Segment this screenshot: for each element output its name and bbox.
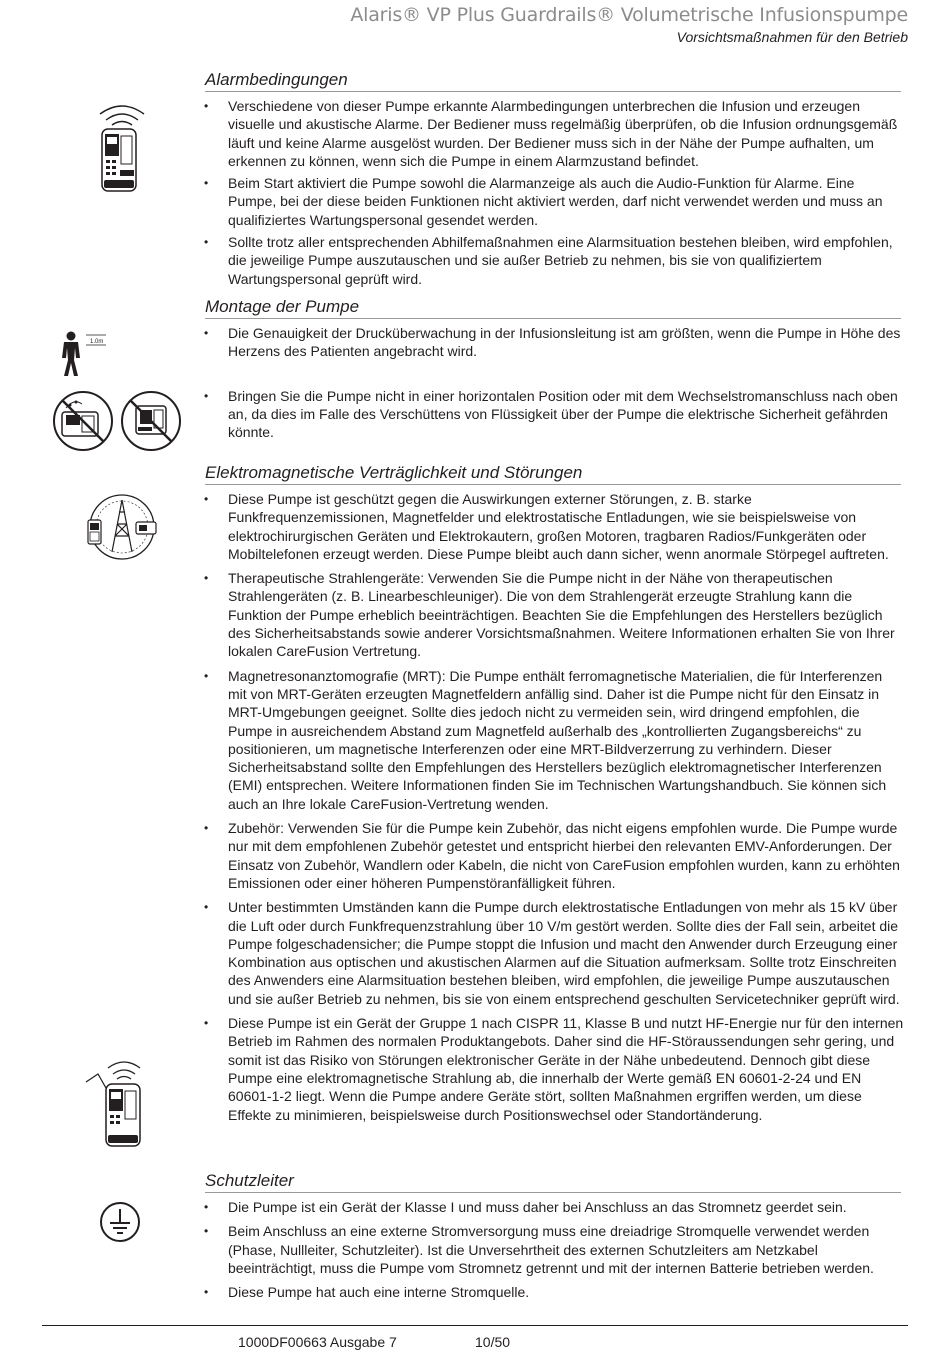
mount-bullet-2: • Bringen Sie die Pumpe nicht in einer horizontalen Position oder mit dem Wechselstromanschluss nach oben an, da dies im Falle des Verschüttens von Flüssigkeit über der Pumpe die elektrische Sicherheit gefährden könnte.: [204, 387, 904, 442]
emc-bullet-6: • Diese Pumpe ist ein Gerät der Gruppe 1 nach CISPR 11, Klasse B und nutzt HF-Energie nur für den internen Betrieb im Rahmen des normalen Produktangebots. Daher sind die HF-Störaussendungen sehr gering, und somit ist das Risiko von Störungen elektronischer Geräte in der Nähe unbedeutend. Dennoch gibt diese Pumpe eine elektromagnetische Strahlung ab, die innerhalb der Werte gemäß EN 60601-2-24 und EN 60601-1-2 liegt. Wenn die Pumpe andere Geräte stört, sollten Maßnahmen ergriffen werden, um diese Effekte zu minimieren, beispielsweise durch Positionswechsel oder Standortänderung.: [204, 1014, 904, 1124]
pump-emission-icon: [84, 1058, 164, 1150]
emc-bullet-list: [204, 490, 904, 1124]
ground-bullet-list: [204, 1198, 904, 1301]
document-subtitle: Vorsichtsmaßnahmen für den Betrieb: [676, 29, 908, 45]
ground-bullet-2: • Beim Anschluss an eine externe Stromversorgung muss eine dreiadrige Stromquelle verwendet werden (Phase, Nullleiter, Schutzleiter). Ist die Unversehrtheit des externen Schutzleiters am Netzkabel beeinträchtigt, muss die Pumpe vom Stromnetz getrennt und mit der internen Batterie betrieben werden.: [204, 1222, 904, 1277]
no-ac-up-icon: [122, 392, 180, 450]
ground-bullet-1: • Die Pumpe ist ein Gerät der Klasse I und muss daher bei Anschluss an das Stromnetz geerdet sein.: [204, 1198, 904, 1216]
footer-rule: [42, 1325, 908, 1326]
prohibited-orientation-icons: [52, 390, 182, 452]
section-title-emc: Elektromagnetische Verträglichkeit und Störungen: [205, 463, 901, 485]
section-title-mount: Montage der Pumpe: [205, 297, 901, 319]
emc-bullet-1: • Diese Pumpe ist geschützt gegen die Auswirkungen externer Störungen, z. B. starke Funkfrequenzemissionen, Magnetfelder und elektrostatische Entladungen, wie sie beispielsweise von elektrochirurgischen Geräten und Elektrokautern, großen Motoren, tragbaren Radios/Funkgeräten oder Mobiltelefonen erzeugt werden. Diese Pumpe bleibt auch dann sicher, wenn anormale Störpegel auftreten.: [204, 490, 904, 563]
mount-bullet-1: • Die Genauigkeit der Drucküberwachung in der Infusionsleitung ist am größten, wenn die Pumpe in Höhe des Herzens des Patienten angebracht wird.: [204, 324, 904, 361]
emc-bullet-2: • Therapeutische Strahlengeräte: Verwenden Sie die Pumpe nicht in der Nähe von therapeutischen Strahlengeräten (z. B. Linearbeschleuniger). Die von dem Strahlengerät erzeugte Strahlung kann die Funktion der Pumpe erheblich beeinträchtigen. Beachten Sie die Empfehlungen des Herstellers bezüglich des Sicherheitsabstands sowie anderer Vorsichtsmaßnahmen. Weitere Informationen erhalten Sie von Ihrer lokalen CareFusion Vertretung.: [204, 569, 904, 660]
protective-earth-icon: [99, 1201, 141, 1243]
alarm-bullet-3: • Sollte trotz aller entsprechenden Abhilfemaßnahmen eine Alarmsituation bestehen bleiben, wird empfohlen, die jeweilige Pumpe auszutauschen und sie außer Betrieb zu nehmen, bis sie von qualifiziertem Wartungspersonal geprüft wird.: [204, 233, 904, 288]
ground-bullet-3: • Diese Pumpe hat auch eine interne Stromquelle.: [204, 1283, 904, 1301]
emc-bullet-3: • Magnetresonanztomografie (MRT): Die Pumpe enthält ferromagnetische Materialien, die für Interferenzen mit von MRT-Geräten erzeugten Magnetfeldern anfällig sind. Daher ist die Pumpe nicht für den Einsatz in MRT-Umgebungen geeignet. Sollte dies jedoch nicht zu vermeiden sein, wird dringend empfohlen, die Pumpe in ausreichendem Abstand zum Magnetfeld außerhalb des „kontrollierten Zugangsbereichs“ zu positionieren, um magnetische Interferenzen oder eine MRT-Bildverzerrung zu verhindern. Dieser Sicherheitsabstand sollte den Empfehlungen des Herstellers bezüglich elektromagnetischer Interferenzen (EMI) entsprechen. Weitere Informationen finden Sie im Technischen Wartungshandbuch. Sie können sich auch an Ihre lokale CareFusion-Vertretung wenden.: [204, 667, 904, 813]
emc-bullet-5: • Unter bestimmten Umständen kann die Pumpe durch elektrostatische Entladungen von mehr als 15 kV über die Luft oder durch Funkfrequenzstrahlung über 10 V/m gestört werden. Sollte dies der Fall sein, arbeitet die Pumpe folgeschadensicher; die Pumpe stoppt die Infusion und macht den Anwender durch Erzeugung einer Kombination aus optischen und akustischen Alarmen auf die Situation aufmerksam. Sollte trotz Einschreiten des Anwenders eine Alarmsituation bestehen bleiben, wird empfohlen, die jeweilige Pumpe auszutauschen und sie außer Betrieb zu nehmen, bis sie von einem entsprechend geschulten Servicetechniker geprüft wird.: [204, 898, 904, 1008]
alarm-bullet-2: • Beim Start aktiviert die Pumpe sowohl die Alarmanzeige als auch die Audio-Funktion für Alarme. Eine Pumpe, bei der diese beiden Funktionen nicht aktiviert werden, darf nicht verwendet werden und muss an qualifiziertes Wartungspersonal gesendet werden.: [204, 174, 904, 229]
pump-alarm-icon: [92, 100, 152, 196]
patient-height-icon: [56, 330, 110, 380]
alarm-bullet-1: • Verschiedene von dieser Pumpe erkannte Alarmbedingungen unterbrechen die Infusion und erzeugen visuelle und akustische Alarme. Der Bediener muss regelmäßig überprüfen, ob die Infusion ordnungsgemäß läuft und keine Alarme ausgelöst wurden. Der Bediener muss sich in der Nähe der Pumpe aufhalten, um erkennen zu können, wenn sich die Pumpe in einem Alarmzustand befindet.: [204, 97, 904, 170]
footer-page-number: 10/50: [475, 1334, 511, 1350]
alarm-bullet-list: [204, 97, 904, 288]
footer-doc-number: 1000DF00663 Ausgabe 7: [238, 1334, 397, 1350]
emc-interference-icon: [84, 492, 160, 562]
section-title-ground: Schutzleiter: [205, 1171, 901, 1193]
no-horizontal-icon: [54, 392, 112, 450]
height-label: 1.0m: [90, 339, 104, 345]
document-title: Alaris® VP Plus Guardrails® Volumetrische Infusionspumpe: [350, 4, 908, 26]
mount-bullet-list: [204, 324, 904, 441]
emc-bullet-4: • Zubehör: Verwenden Sie für die Pumpe kein Zubehör, das nicht eigens empfohlen wurde. Die Pumpe wurde nur mit dem empfohlenen Zubehör getestet und entspricht hierbei den relevanten EMV-Anforderungen. Der Einsatz von Zubehör, Wandlern oder Kabeln, die nicht von CareFusion empfohlen wurden, kann zu erhöhten Emissionen oder einer höheren Pumpenstöranfälligkeit führen.: [204, 819, 904, 892]
section-title-alarm: Alarmbedingungen: [205, 70, 901, 92]
